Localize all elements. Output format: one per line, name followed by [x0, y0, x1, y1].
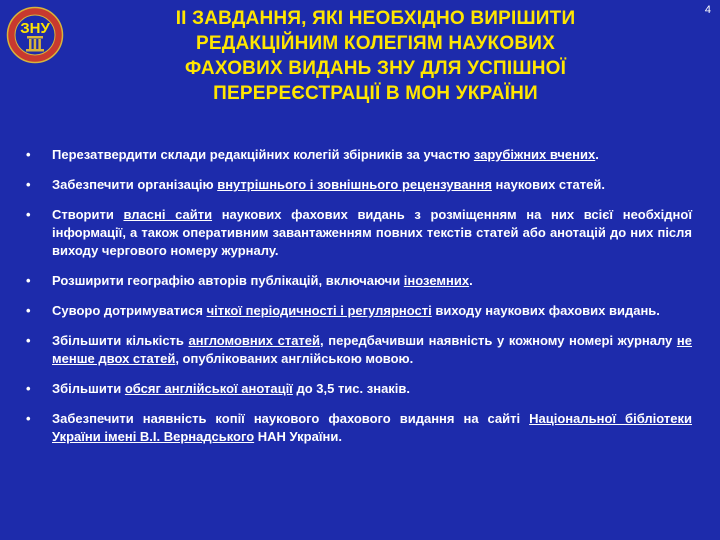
item-text: Створити: [52, 207, 124, 222]
slide-title: [88, 6, 663, 106]
bullet-dot: •: [26, 147, 31, 162]
item-text: Забезпечити наявність копії наукового фахового видання на сайті: [52, 411, 530, 426]
title-line: ФАХОВИХ ВИДАНЬ ЗНУ ДЛЯ УСПІШНОЇ: [184, 58, 567, 79]
bullet-dot: •: [26, 273, 31, 288]
title-line: ПЕРЕРЕЄСТРАЦІЇ В МОН УКРАЇНИ: [213, 83, 538, 104]
item-text: , опублікованих англійською мовою.: [175, 351, 414, 366]
bullet-dot: •: [26, 333, 31, 348]
page-number: 4: [704, 4, 711, 16]
task-list: [22, 146, 692, 458]
task-item: [22, 176, 692, 194]
task-item: [22, 146, 692, 164]
item-text: .: [469, 273, 473, 288]
bullet-dot: •: [26, 177, 31, 192]
underlined-text: іноземних: [403, 273, 470, 288]
item-text: Збільшити кількість: [52, 333, 189, 348]
underlined-text: зарубіжних вчених: [473, 147, 596, 162]
title-line: ІІ ЗАВДАННЯ, ЯКІ НЕОБХІДНО ВИРІШИТИ: [175, 8, 576, 29]
item-text: НАН України.: [254, 429, 342, 444]
item-text: виходу наукових фахових видань.: [431, 303, 660, 318]
item-text: Збільшити: [52, 381, 125, 396]
underlined-text: обсяг англійської анотації: [124, 381, 293, 396]
underlined-text: внутрішнього і зовнішнього рецензування: [217, 177, 492, 192]
task-item: [22, 206, 692, 260]
task-item: [22, 332, 692, 368]
underlined-text: Національної бібліотеки України імені В.І. Вернадського: [52, 411, 692, 444]
bullet-dot: •: [26, 303, 31, 318]
item-text: наукових статей.: [491, 177, 605, 192]
bullet-dot: •: [26, 381, 31, 396]
item-text: Забезпечити організацію: [52, 177, 218, 192]
title-line: РЕДАКЦІЙНИМ КОЛЕГІЯМ НАУКОВИХ: [196, 33, 555, 54]
item-text: , передбачивши наявність у кожному номері журналу: [320, 333, 677, 348]
underlined-text: англомовних статей: [188, 333, 321, 348]
logo-text: ЗНУ: [20, 20, 50, 37]
item-text: Суворо дотримуватися: [52, 303, 207, 318]
znu-logo: [6, 6, 64, 64]
underlined-text: не менше двох статей: [52, 333, 692, 366]
item-text: Розширити географію авторів публікацій, включаючи: [52, 273, 404, 288]
item-text: до 3,5 тис. знаків.: [292, 381, 411, 396]
item-text: Перезатвердити склади редакційних колегій збірників за участю: [52, 147, 474, 162]
task-item: [22, 410, 692, 446]
task-item: [22, 272, 692, 290]
item-text: .: [595, 147, 599, 162]
bullet-dot: •: [26, 411, 31, 426]
underlined-text: чіткої періодичності і регулярності: [206, 303, 432, 318]
task-item: [22, 380, 692, 398]
underlined-text: власні сайти: [123, 207, 213, 222]
item-text: наукових фахових видань з розміщенням на них всієї необхідної інформації, а також оперативним завантаженням повних текстів статей або анотацій до них після виходу чергового номеру журналу.: [52, 207, 692, 258]
task-item: [22, 302, 692, 320]
bullet-dot: •: [26, 207, 31, 222]
